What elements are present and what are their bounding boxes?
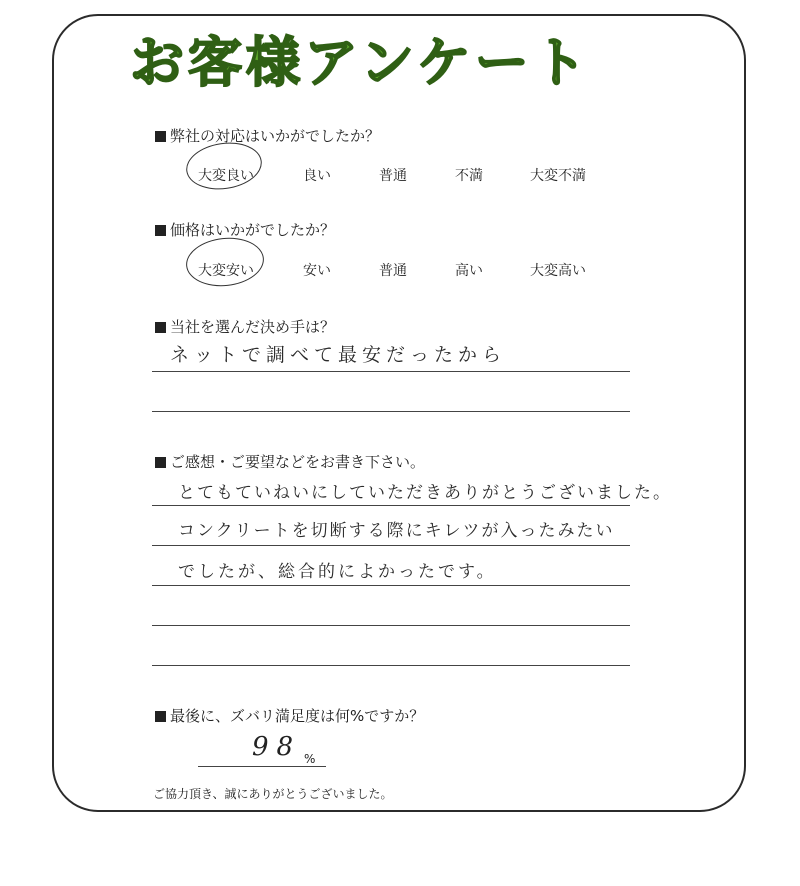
option-service-dissatisfied[interactable]: 不満: [455, 168, 483, 184]
answer-rule: [152, 505, 630, 506]
question-service-label: 弊社の対応はいかがでしたか？: [170, 127, 381, 145]
question-deciding-factor: [155, 316, 335, 337]
bullet-square-icon: [155, 131, 166, 142]
question-satisfaction: [155, 705, 424, 726]
question-deciding-factor-label: 当社を選んだ決め手は？: [170, 318, 336, 336]
answer-rule: [152, 625, 630, 626]
option-price-expensive[interactable]: 高い: [455, 263, 483, 279]
question-service: [155, 125, 380, 146]
answer-comments-line-2: コンクリートを切断する際にキレツが入ったみたい: [178, 521, 615, 541]
option-price-very-expensive[interactable]: 大変高い: [530, 263, 586, 279]
option-price-very-cheap[interactable]: 大変安い: [198, 263, 254, 279]
bullet-square-icon: [155, 225, 166, 236]
option-service-very-good[interactable]: 大変良い: [198, 168, 254, 184]
option-service-good[interactable]: 良い: [303, 168, 331, 184]
answer-comments-line-1: とてもていねいにしていただきありがとうございました。: [178, 483, 672, 503]
bullet-square-icon: [155, 711, 166, 722]
thank-you-note: ご協力頂き、誠にありがとうございました。: [153, 787, 393, 801]
answer-deciding-factor-line-1: ネットで調べて最安だったから: [170, 344, 507, 366]
option-service-very-dissatisfied[interactable]: 大変不満: [530, 168, 586, 184]
answer-comments-line-3: でしたが、総合的によかったです。: [178, 562, 497, 582]
satisfaction-rule: [198, 766, 326, 767]
satisfaction-value: 98: [252, 732, 302, 762]
answer-rule: [152, 545, 630, 546]
answer-rule: [152, 411, 630, 412]
answer-rule: [152, 585, 630, 586]
question-comments-label: ご感想・ご要望などをお書き下さい。: [170, 453, 426, 471]
answer-rule: [152, 371, 630, 372]
answer-rule: [152, 665, 630, 666]
bullet-square-icon: [155, 322, 166, 333]
survey-title: お客様アンケート: [130, 31, 591, 94]
satisfaction-unit: %: [304, 752, 316, 766]
bullet-square-icon: [155, 457, 166, 468]
option-service-average[interactable]: 普通: [379, 168, 407, 184]
question-price: [155, 219, 335, 240]
option-price-cheap[interactable]: 安い: [303, 263, 331, 279]
question-price-label: 価格はいかがでしたか？: [170, 221, 336, 239]
question-comments: [155, 451, 425, 472]
question-satisfaction-label: 最後に、ズバリ満足度は何%ですか？: [170, 707, 425, 725]
option-price-average[interactable]: 普通: [379, 263, 407, 279]
